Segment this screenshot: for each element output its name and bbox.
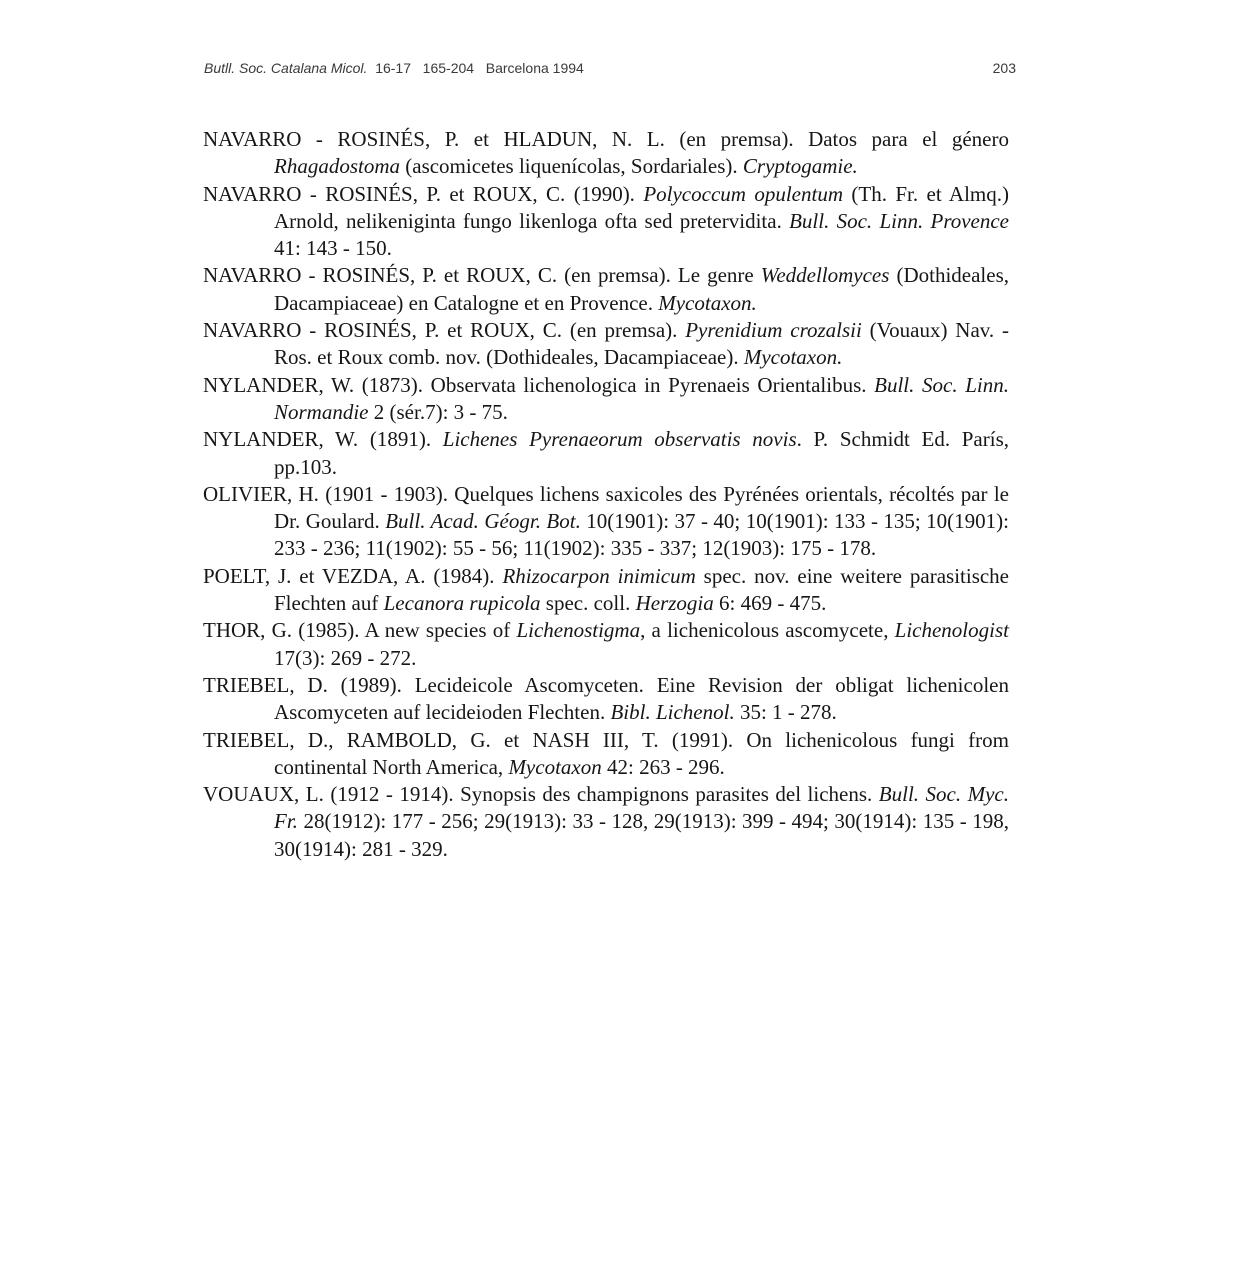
place-year: Barcelona 1994 — [485, 60, 584, 76]
reference-entry — [203, 672, 1009, 727]
reference-entry — [203, 372, 1009, 427]
reference-text: NAVARRO - ROSINÉS, P. et HLADUN, N. L. (en premsa). Datos para el género — [203, 127, 1009, 151]
reference-text: 28(1912): 177 - 256; 29(1913): 33 - 128, 29(1913): 399 - 494; 30(1914): 135 - 198, 30(1914): 281 - 329. — [274, 809, 1009, 861]
reference-italic-text: Pyrenidium crozalsii — [685, 318, 862, 343]
reference-entry — [203, 781, 1009, 863]
reference-text: spec. nov. eine weitere parasitische Flechten auf — [274, 563, 1010, 616]
reference-text: 35: 1 - 278. — [734, 700, 837, 725]
reference-italic-text: Bull. Soc. Linn. Provence — [789, 208, 1009, 233]
reference-italic-text: Lichenostigma — [516, 618, 641, 643]
page-number: 203 — [992, 60, 1016, 76]
reference-text: NYLANDER, W. (1891). — [203, 427, 443, 452]
reference-text: (ascomicetes liquenícolas, Sordariales). — [400, 154, 743, 179]
reference-entry — [203, 126, 1009, 181]
reference-text: VOUAUX, L. (1912 - 1914). Synopsis des champignons parasites del lichens. — [203, 782, 879, 807]
reference-list — [203, 126, 1009, 863]
page-range: 165-204 — [422, 60, 475, 76]
reference-text: 2 (sér.7): 3 - 75. — [368, 399, 508, 424]
reference-italic-text: Bibl. Lichenol. — [610, 700, 735, 725]
reference-italic-text: Mycotaxon. — [658, 290, 757, 315]
reference-text: THOR, G. (1985). A new species of — [203, 618, 517, 643]
journal-name: Butll. Soc. Catalana Micol. — [204, 60, 368, 76]
reference-entry — [203, 727, 1009, 782]
reference-text: NAVARRO - ROSINÉS, P. et ROUX, C. (en premsa). Le genre — [203, 263, 761, 288]
reference-text: 10(1901): 37 - 40; 10(1901): 133 - 135; 10(1901): 233 - 236; 11(1902): 55 - 56; 11(1902): 335 - 337; 12(1903): 175 - 178. — [274, 509, 1009, 561]
reference-text: NAVARRO - ROSINÉS, P. et ROUX, C. (en premsa). — [203, 318, 686, 343]
reference-italic-text: Lichenes Pyrenaeorum observatis novis — [442, 427, 797, 452]
running-head — [204, 60, 1016, 84]
reference-text: (Dothideales, Dacampiaceae) en Catalogne et en Provence. — [274, 263, 1010, 315]
reference-text: NYLANDER, W. (1873). Observata lichenologica in Pyrenaeis Orientalibus. — [203, 372, 875, 397]
reference-entry — [203, 481, 1009, 563]
reference-italic-text: Cryptogamie. — [742, 154, 858, 179]
reference-text: (Th. Fr. et Almq.) Arnold, nelikeniginta fungo likenloga ofta sed pretervidita. — [274, 181, 1009, 233]
reference-text: spec. coll. — [540, 591, 636, 616]
reference-text: TRIEBEL, D. (1989). Lecideicole Ascomyceten. Eine Revision der obligat lichenicolen Ascomyceten auf lecideioden Flechten. — [203, 672, 1009, 725]
reference-italic-text: Mycotaxon. — [743, 345, 843, 370]
reference-italic-text: Bull. Acad. Géogr. Bot. — [385, 509, 581, 534]
reference-text: , a lichenicolous ascomycete, — [640, 618, 895, 643]
reference-text: 6: 469 - 475. — [713, 591, 827, 616]
reference-entry — [203, 426, 1009, 481]
reference-text: . P. Schmidt Ed. París, pp.103. — [274, 427, 1010, 479]
reference-italic-text: Lecanora rupicola — [383, 591, 541, 616]
reference-italic-text: Polycoccum opulentum — [643, 181, 843, 206]
citation-line — [204, 60, 584, 76]
reference-entry — [203, 181, 1009, 263]
volume: 16-17 — [375, 60, 411, 76]
reference-text: TRIEBEL, D., RAMBOLD, G. et NASH III, T. (1991). On lichenicolous fungi from continental North America, — [203, 727, 1009, 779]
reference-italic-text: Weddellomyces — [760, 263, 890, 288]
reference-italic-text: Rhagadostoma — [274, 154, 400, 179]
reference-text: NAVARRO - ROSINÉS, P. et ROUX, C. (1990). — [203, 181, 644, 206]
reference-entry — [203, 563, 1009, 618]
reference-text: 41: 143 - 150. — [274, 236, 392, 261]
reference-entry — [203, 617, 1009, 672]
reference-text: (Vouaux) Nav. - Ros. et Roux comb. nov. (Dothideales, Dacampiaceae). — [274, 318, 1009, 370]
reference-italic-text: Rhizocarpon inimicum — [502, 563, 696, 588]
reference-text: 42: 263 - 296. — [601, 754, 725, 779]
reference-italic-text: Bull. Soc. Myc. Fr. — [274, 782, 1010, 834]
reference-text: POELT, J. et VEZDA, A. (1984). — [203, 563, 503, 588]
reference-text: 17(3): 269 - 272. — [274, 645, 417, 670]
reference-italic-text: Bull. Soc. Linn. Normandie — [274, 372, 1009, 424]
reference-italic-text: Herzogia — [635, 591, 714, 616]
reference-text: OLIVIER, H. (1901 - 1903). Quelques lichens saxicoles des Pyrénées orientals, récoltés par le Dr. Goulard. — [203, 481, 1009, 534]
reference-entry — [203, 317, 1009, 372]
reference-italic-text: Lichenologist — [894, 618, 1009, 643]
reference-entry — [203, 262, 1009, 317]
reference-italic-text: Mycotaxon — [508, 754, 602, 779]
